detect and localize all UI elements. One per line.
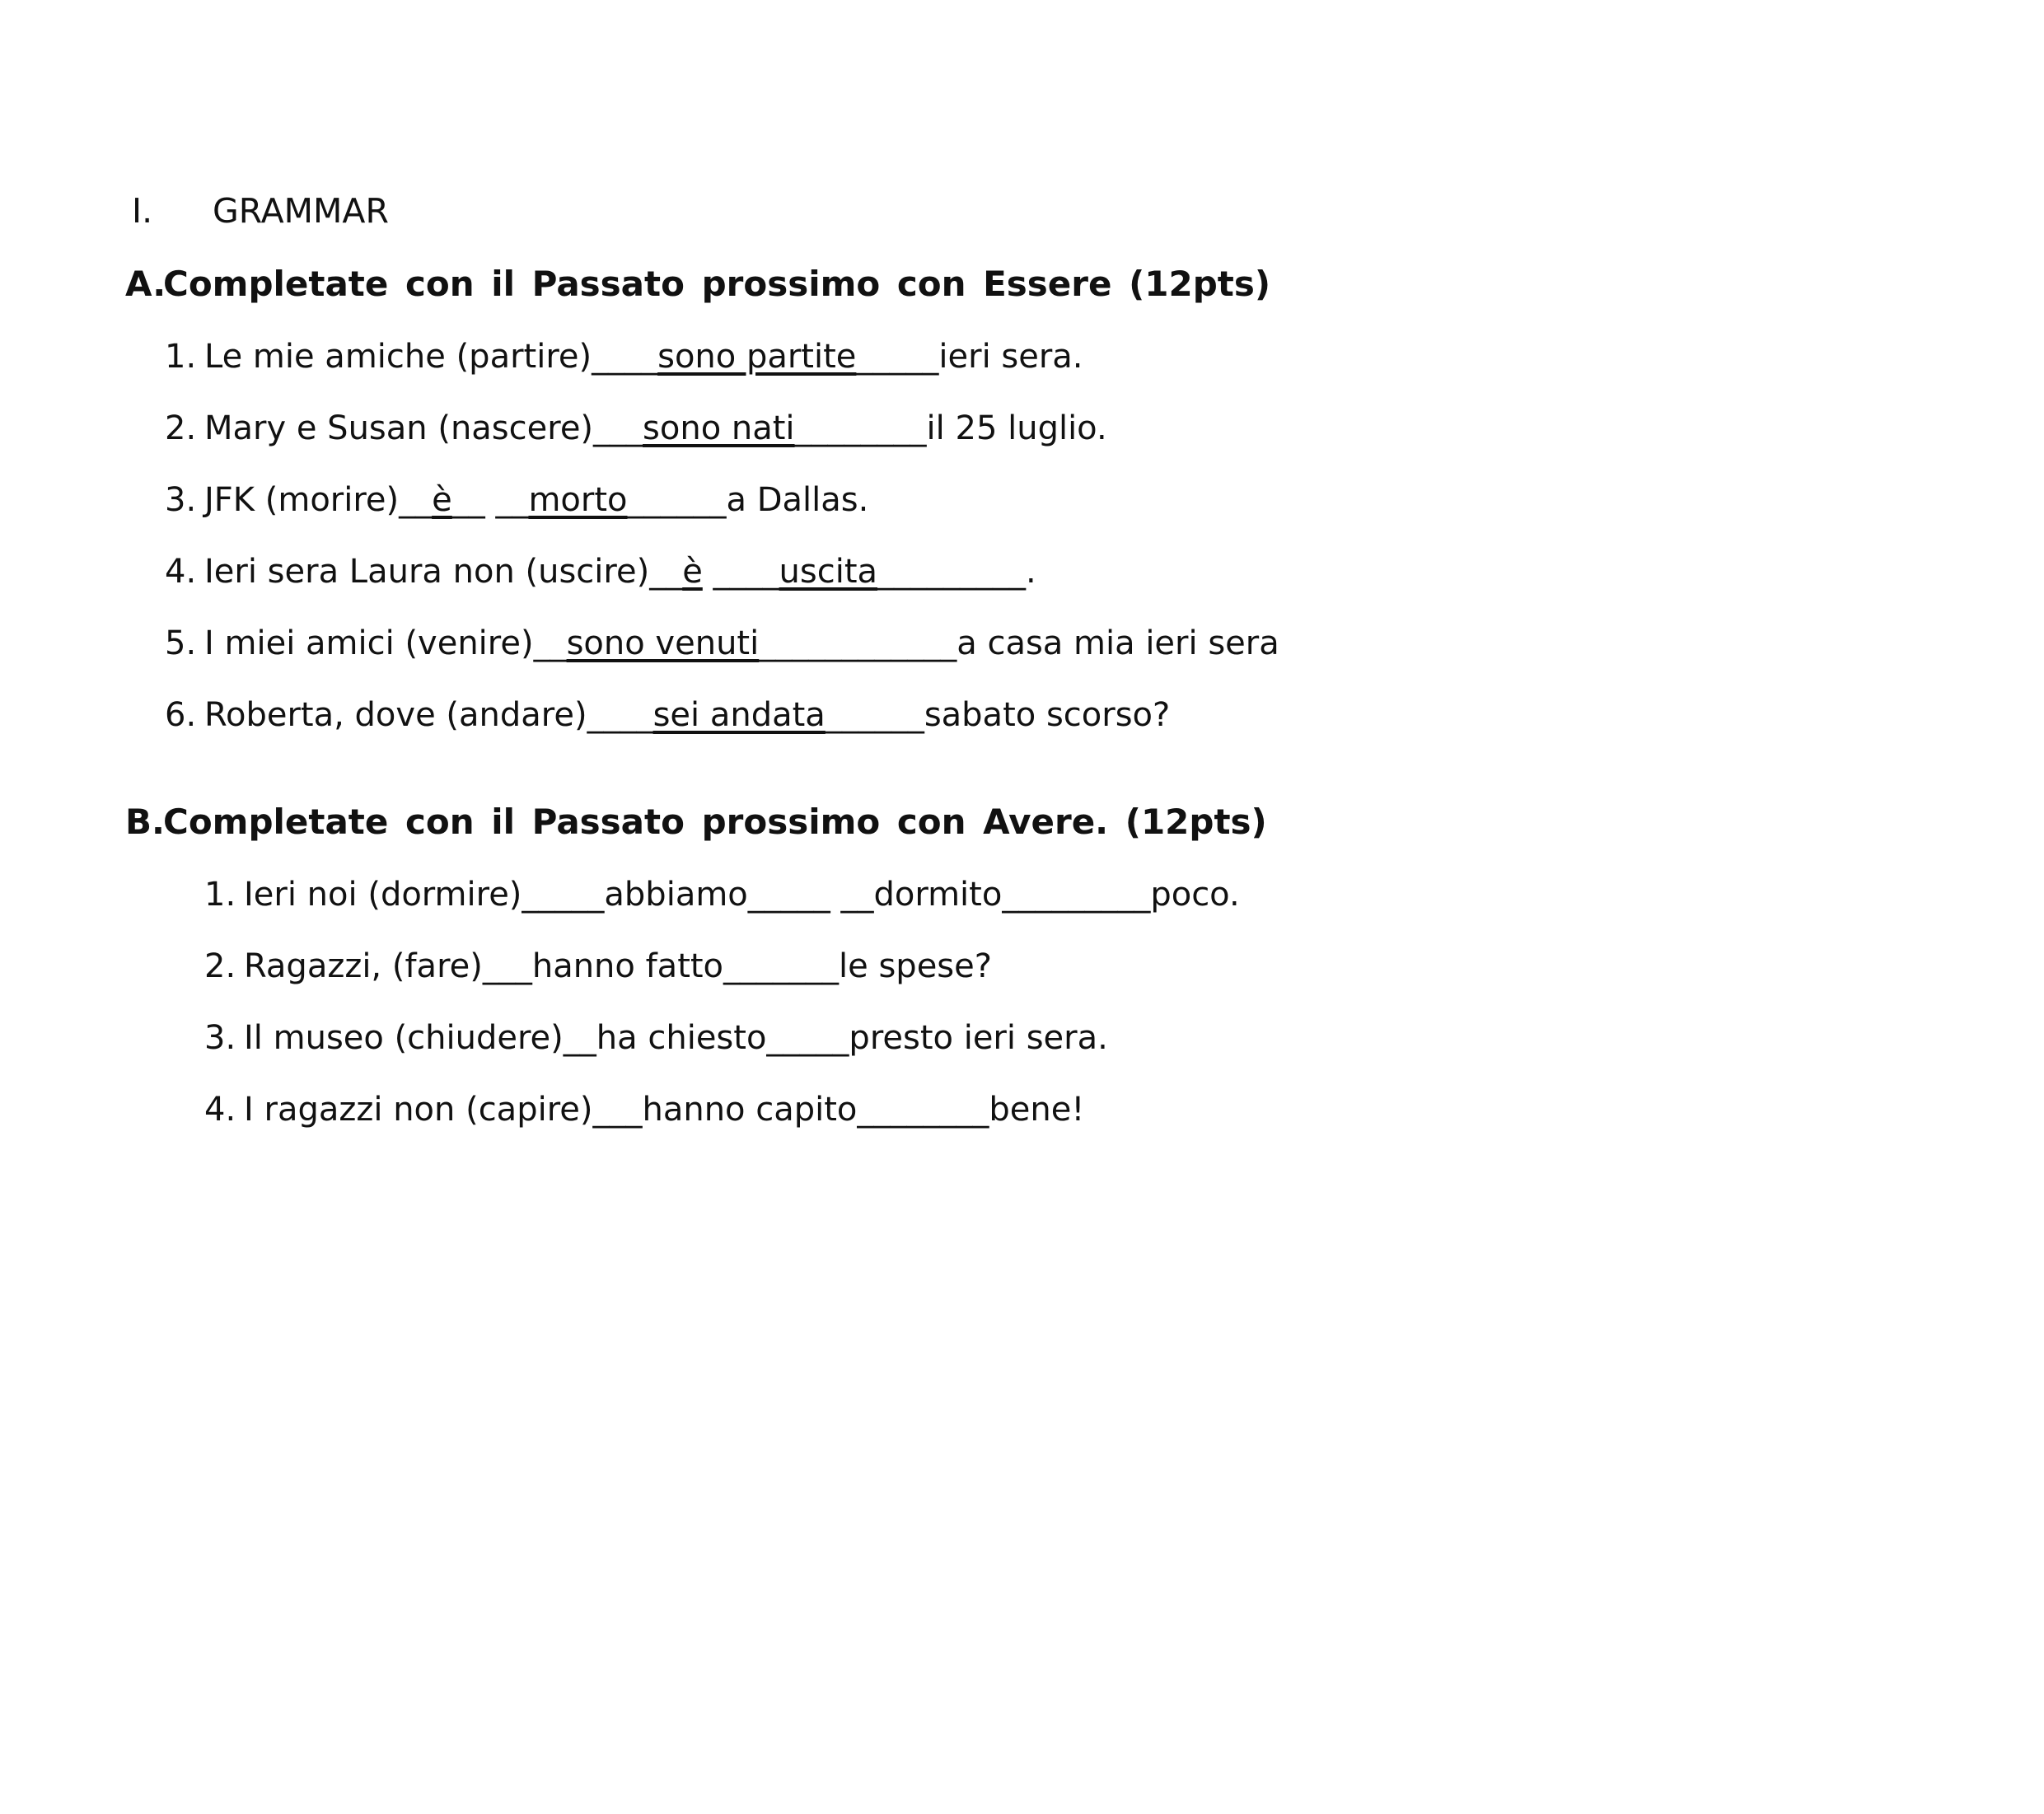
item-sentence <box>204 624 1279 662</box>
sentence-fragment: presto ieri sera. <box>849 1019 1108 1057</box>
sentence-fragment: _____ __ <box>747 876 874 914</box>
sentence-fragment: le spese? <box>839 947 992 985</box>
exercise-item <box>204 947 1978 985</box>
item-sentence <box>244 947 992 985</box>
sentence-fragment: a Dallas. <box>726 481 869 519</box>
item-sentence <box>204 553 1036 591</box>
sentence-fragment: Mary e Susan (nascere) <box>204 409 594 447</box>
item-sentence <box>204 338 1083 376</box>
item-number: 4. <box>165 553 197 591</box>
handwritten-answer: sono nati <box>643 409 795 447</box>
sentence-fragment: . <box>1026 553 1036 591</box>
sentence-fragment: __ <box>533 624 567 662</box>
sentence-fragment: Ieri noi (dormire) <box>244 876 522 914</box>
sentence-fragment: sabato scorso? <box>924 696 1171 734</box>
sentence-fragment: __ <box>649 553 683 591</box>
sentence-fragment: JFK (morire) <box>204 481 400 519</box>
item-sentence <box>204 409 1107 447</box>
handwritten-answer: sono venuti <box>566 624 760 662</box>
heading-title: GRAMMAR <box>213 191 389 231</box>
sentence-fragment: Il museo (chiudere) <box>244 1019 564 1057</box>
sentence-fragment: __ <box>399 481 433 519</box>
exercise-list-a <box>125 338 1978 734</box>
sentence-fragment: ha chiesto <box>596 1019 767 1057</box>
sentence-fragment: _______ <box>723 947 840 985</box>
item-number: 5. <box>165 624 197 662</box>
exercise-item <box>165 481 1978 519</box>
handwritten-answer: è <box>682 553 703 591</box>
item-number: 2. <box>165 409 197 447</box>
item-number: 3. <box>165 481 197 519</box>
sentence-fragment: ___ <box>593 409 643 447</box>
sentence-fragment: Ragazzi, (fare) <box>244 947 483 985</box>
item-sentence <box>204 481 868 519</box>
sentence-fragment: hanno capito <box>642 1091 858 1129</box>
sentence-fragment: _________ <box>1002 876 1151 914</box>
exercise-item <box>165 338 1978 376</box>
sentence-fragment: ___ <box>482 947 532 985</box>
sentence-fragment: ____ <box>702 553 779 591</box>
sentence-fragment: ________ <box>794 409 927 447</box>
sentence-fragment: a casa mia ieri sera <box>957 624 1279 662</box>
sentence-fragment: I miei amici (venire) <box>204 624 534 662</box>
handwritten-answer: sono partite <box>657 338 857 376</box>
sentence-fragment: abbiamo <box>604 876 748 914</box>
section-label: B. <box>125 802 165 842</box>
handwritten-answer: è <box>432 481 452 519</box>
sentence-fragment: ______ <box>825 696 924 734</box>
sentence-fragment: ieri sera. <box>938 338 1083 376</box>
exercise-list-b <box>125 876 1978 1129</box>
item-number: 2. <box>204 947 236 985</box>
section-title-a <box>125 264 1978 304</box>
item-sentence <box>244 876 1240 914</box>
handwritten-answer: uscita <box>779 553 878 591</box>
item-sentence <box>244 1091 1084 1129</box>
handwritten-answer: sei andata <box>652 696 826 734</box>
sentence-fragment: _____ <box>766 1019 849 1057</box>
sentence-fragment: _____ <box>856 338 939 376</box>
exercise-item <box>204 1019 1978 1057</box>
section-title-text: Completate con il Passato prossimo con Avere. (12pts) <box>163 802 1267 842</box>
exercise-item <box>204 1091 1978 1129</box>
sentence-fragment: ____ <box>592 338 658 376</box>
exercise-item <box>165 553 1978 591</box>
section-title-text: Completate con il Passato prossimo con Essere (12pts) <box>163 264 1271 304</box>
sentence-fragment: ______ <box>627 481 727 519</box>
exercise-item <box>165 624 1978 662</box>
sentence-fragment: Le mie amiche (partire) <box>204 338 592 376</box>
sentence-fragment: ____________ <box>759 624 957 662</box>
section-essere <box>125 264 1978 734</box>
sentence-fragment: ___ <box>592 1091 643 1129</box>
sentence-fragment: il 25 luglio. <box>926 409 1107 447</box>
item-number: 1. <box>165 338 197 376</box>
sentence-fragment: hanno fatto <box>531 947 724 985</box>
sentence-fragment: bene! <box>989 1091 1085 1129</box>
item-sentence <box>204 696 1170 734</box>
sentence-fragment: ____ <box>587 696 653 734</box>
exercise-item <box>204 876 1978 914</box>
section-avere <box>125 802 1978 1129</box>
sentence-fragment: _____ <box>522 876 605 914</box>
sentence-fragment: poco. <box>1150 876 1240 914</box>
sentence-fragment: I ragazzi non (capire) <box>244 1091 593 1129</box>
item-number: 3. <box>204 1019 236 1057</box>
sentence-fragment: Ieri sera Laura non (uscire) <box>204 553 650 591</box>
sentence-fragment: __ __ <box>451 481 529 519</box>
sentence-fragment: Roberta, dove (andare) <box>204 696 587 734</box>
handwritten-answer: morto <box>528 481 628 519</box>
heading-numeral: I. <box>132 191 153 231</box>
sentence-fragment: _________ <box>877 553 1027 591</box>
sentence-fragment: dormito <box>873 876 1003 914</box>
exercise-item <box>165 696 1978 734</box>
document-heading <box>132 191 1978 231</box>
item-number: 4. <box>204 1091 236 1129</box>
section-label: A. <box>125 264 166 304</box>
section-title-b <box>125 802 1978 842</box>
item-number: 6. <box>165 696 197 734</box>
sentence-fragment: __ <box>563 1019 596 1057</box>
item-number: 1. <box>204 876 236 914</box>
item-sentence <box>244 1019 1108 1057</box>
sentence-fragment: ________ <box>857 1091 989 1129</box>
exercise-item <box>165 409 1978 447</box>
